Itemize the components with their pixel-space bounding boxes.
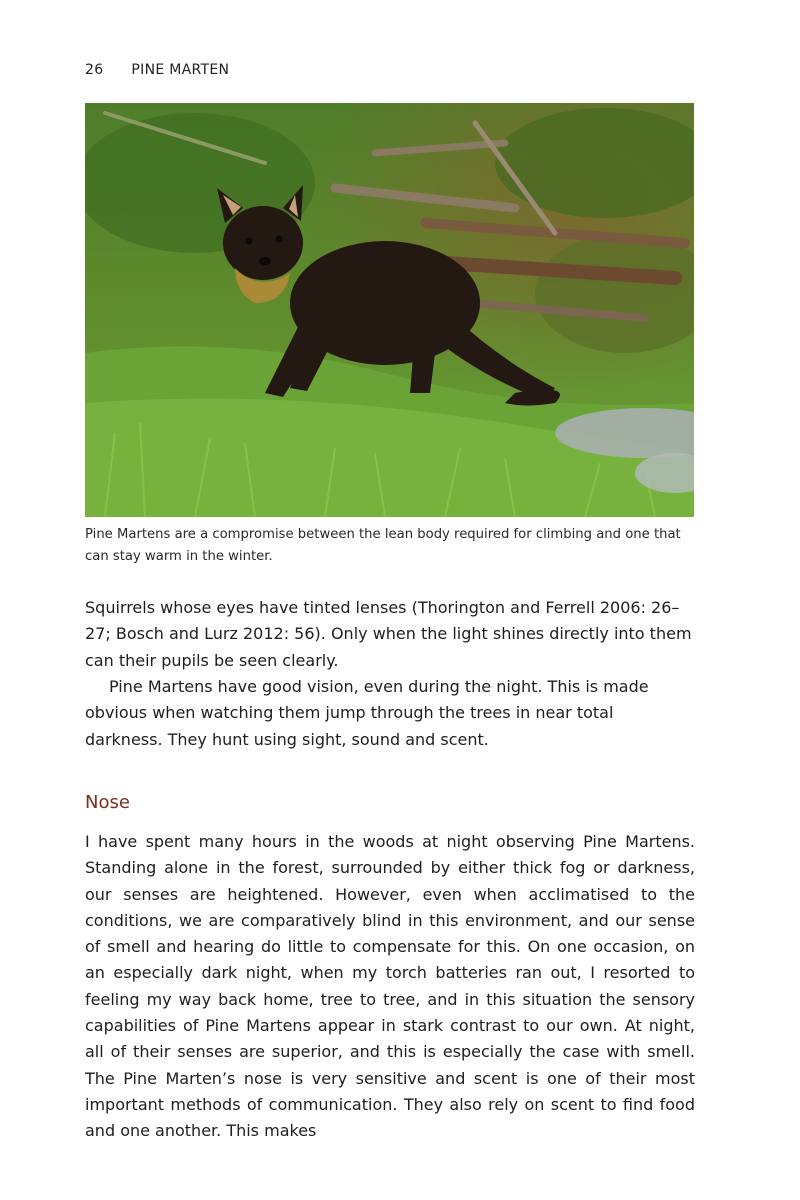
body-paragraph: Squirrels whose eyes have tinted lenses (Thorington and Ferrell 2006: 26–27; Bosch and Lurz 2012: 56). Only when the light shines directly into them can their pupils be seen clearly. — [85, 598, 692, 670]
running-title: PINE MARTEN — [131, 62, 230, 78]
body-paragraph: I have spent many hours in the woods at night observing Pine Martens. Standing alone in the forest, surrounded by either thick fog or darkness, our senses are heightened. However, even when acclimatised to the conditions, we are comparatively blind in this environment, and our sense of smell and hearing do little to compensate for this. On one occasion, on an especially dark night, when my torch batteries ran out, I resorted to feeling my way back home, tree to tree, and in this situation the sensory capabilities of Pine Martens appear in stark contrast to our own. At night, all of their senses are superior, and this is especially the case with smell. The Pine Marten’s nose is very sensitive and scent is one of their most important methods of communication. They also rely on scent to find food and one another. This makes — [85, 832, 695, 1141]
pine-marten-photo — [85, 103, 694, 517]
page-number: 26 — [85, 62, 104, 78]
body-paragraph: Pine Martens have good vision, even during the night. This is made obvious when watching them jump through the trees in near total darkness. They hunt using sight, sound and scent. — [85, 677, 649, 749]
figure-caption: Pine Martens are a compromise between the lean body required for climbing and one that can stay warm in the winter. — [85, 527, 681, 564]
section-heading: Nose — [85, 792, 130, 813]
running-head — [85, 62, 229, 78]
